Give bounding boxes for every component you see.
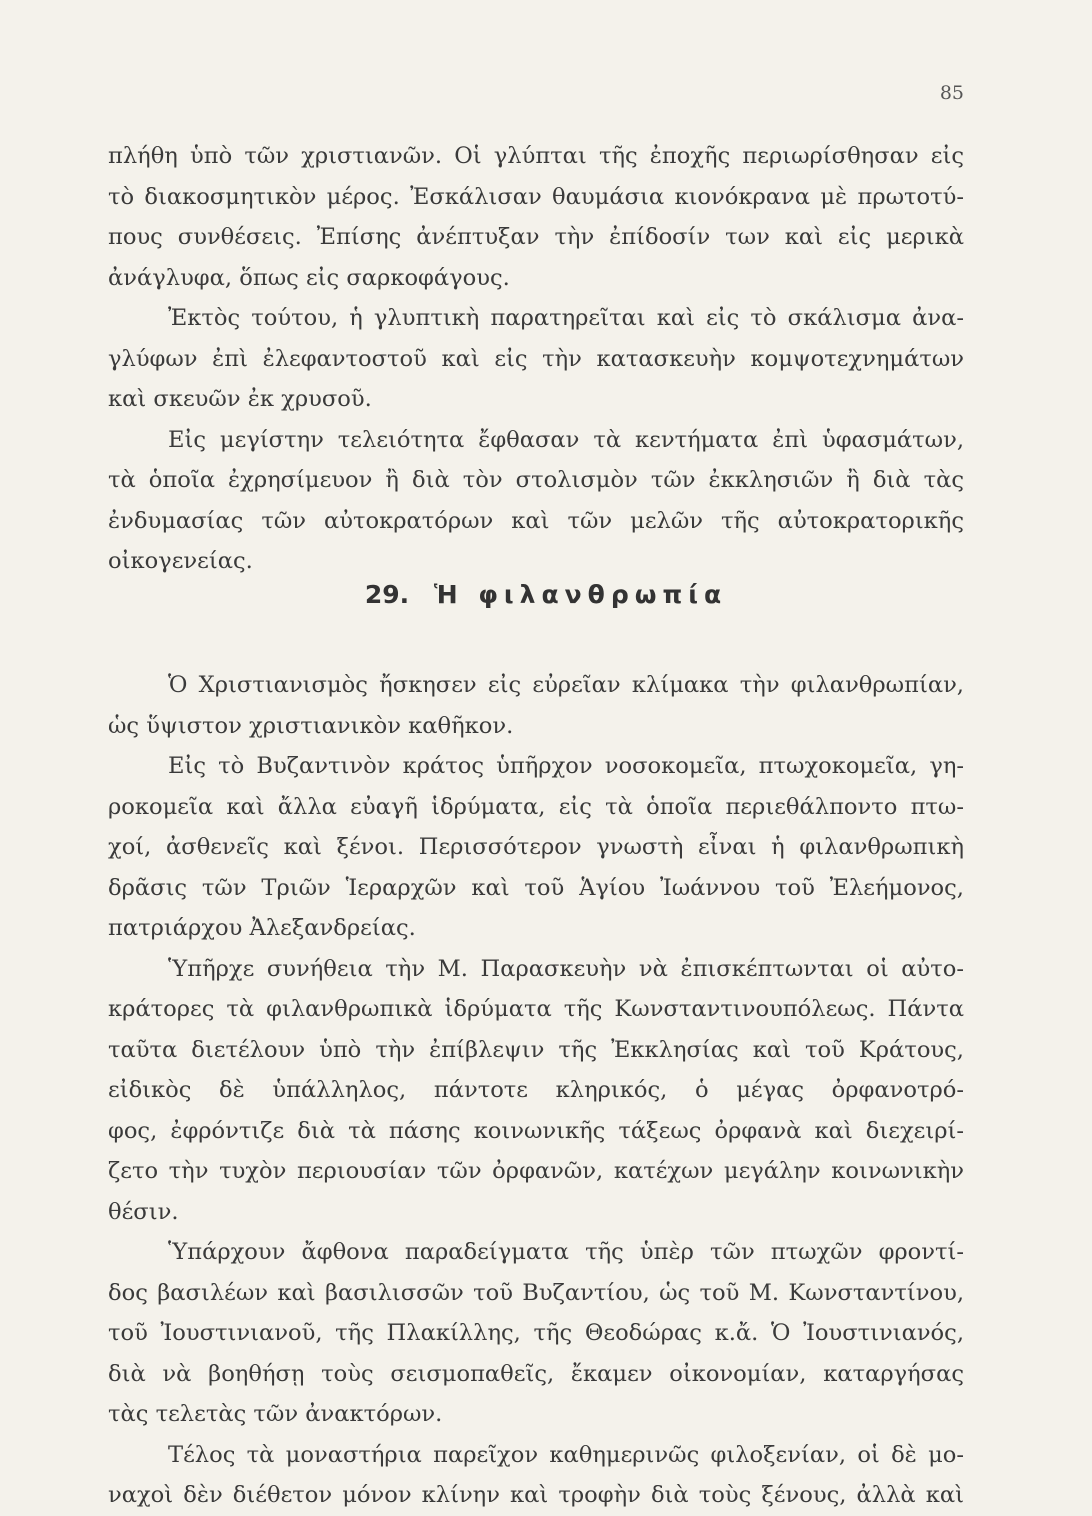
text-line: οἰκογενείας.: [108, 548, 253, 574]
text-line: ἐνδυμασίας τῶν αὐτοκρατόρων καὶ τῶν μελῶν τῆς αὐτοκρατορικῆς: [108, 507, 964, 534]
text-line: ροκομεῖα καὶ ἄλλα εὐαγῆ ἱδρύματα, εἰς τὰ ὁποῖα περιεθάλποντο πτω-: [108, 793, 964, 820]
text-after-heading: [108, 665, 964, 1516]
section-title: Ἡ φιλανθρωπία: [433, 580, 728, 609]
text-line: Τέλος τὰ μοναστήρια παρεῖχον καθημερινῶς φιλοξενίαν, οἱ δὲ μο-: [168, 1441, 964, 1468]
text-line: δος βασιλέων καὶ βασιλισσῶν τοῦ Βυζαντίου, ὡς τοῦ Μ. Κωνσταντίνου,: [108, 1279, 964, 1306]
text-line: χοί, ἀσθενεῖς καὶ ξένοι. Περισσότερον γνωστὴ εἶναι ἡ φιλανθρωπικὴ: [108, 834, 964, 860]
text-line: τὰς τελετὰς τῶν ἀνακτόρων.: [108, 1401, 443, 1427]
text-line: πλήθη ὑπὸ τῶν χριστιανῶν. Οἱ γλύπται τῆς ἐποχῆς περιωρίσθησαν εἰς: [108, 143, 964, 169]
section-heading: [0, 580, 1092, 609]
text-line: Ὑπάρχουν ἄφθονα παραδείγματα τῆς ὑπὲρ τῶν πτωχῶν φροντί-: [168, 1239, 964, 1265]
text-line: γλύφων ἐπὶ ἐλεφαντοστοῦ καὶ εἰς τὴν κατασκευὴν κομψοτεχνημάτων: [108, 345, 964, 372]
text-line: ζετο τὴν τυχὸν περιουσίαν τῶν ὀρφανῶν, κατέχων μεγάλην κοινωνικὴν: [108, 1158, 964, 1184]
text-line: κράτορες τὰ φιλανθρωπικὰ ἱδρύματα τῆς Κωνσταντινουπόλεως. Πάντα: [108, 996, 964, 1022]
text-line: πους συνθέσεις. Ἐπίσης ἀνέπτυξαν τὴν ἐπίδοσίν των καὶ εἰς μερικὰ: [108, 224, 964, 250]
text-line: θέσιν.: [108, 1198, 179, 1225]
text-line: διὰ νὰ βοηθήσῃ τοὺς σεισμοπαθεῖς, ἔκαμεν οἰκονομίαν, καταργήσας: [108, 1360, 964, 1387]
text-line: Εἰς μεγίστην τελειότητα ἔφθασαν τὰ κεντήματα ἐπὶ ὑφασμάτων,: [168, 426, 964, 453]
text-line: τοῦ Ἰουστινιανοῦ, τῆς Πλακίλλης, τῆς Θεοδώρας κ.ἄ. Ὁ Ἰουστινιανός,: [108, 1320, 964, 1346]
text-line: Εἰς τὸ Βυζαντινὸν κράτος ὑπῆρχον νοσοκομεῖα, πτωχοκομεῖα, γη-: [168, 753, 964, 779]
text-line: τὸ διακοσμητικὸν μέρος. Ἐσκάλισαν θαυμάσια κιονόκρανα μὲ πρωτοτύ-: [108, 183, 964, 210]
text-line: πατριάρχου Ἀλεξανδρείας.: [108, 915, 416, 941]
text-line: τὰ ὁποῖα ἐχρησίμευον ἢ διὰ τὸν στολισμὸν τῶν ἐκκλησιῶν ἢ διὰ τὰς: [108, 467, 964, 493]
text-line: Ὑπῆρχε συνήθεια τὴν Μ. Παρασκευὴν νὰ ἐπισκέπτωνται οἱ αὐτο-: [168, 955, 964, 982]
text-line: ταῦτα διετέλουν ὑπὸ τὴν ἐπίβλεψιν τῆς Ἐκκλησίας καὶ τοῦ Κράτους,: [108, 1036, 964, 1063]
text-before-heading: [108, 136, 964, 582]
section-number: 29.: [364, 580, 410, 609]
text-line: δρᾶσις τῶν Τριῶν Ἱεραρχῶν καὶ τοῦ Ἁγίου Ἰωάννου τοῦ Ἐλεήμονος,: [108, 874, 964, 901]
text-line: ἀνάγλυφα, ὅπως εἰς σαρκοφάγους.: [108, 264, 510, 291]
text-line: εἰδικὸς δὲ ὑπάλληλος, πάντοτε κληρικός, ὁ μέγας ὀρφανοτρό-: [108, 1077, 964, 1103]
page-number: 85: [939, 82, 964, 104]
text-line: καὶ σκευῶν ἐκ χρυσοῦ.: [108, 386, 372, 412]
text-line: Ὁ Χριστιανισμὸς ἤσκησεν εἰς εὐρεῖαν κλίμακα τὴν φιλανθρωπίαν,: [168, 672, 964, 698]
text-line: φος, ἐφρόντιζε διὰ τὰ πάσης κοινωνικῆς τάξεως ὀρφανὰ καὶ διεχειρί-: [108, 1117, 964, 1144]
text-line: ὡς ὕψιστον χριστιανικὸν καθῆκον.: [108, 712, 514, 739]
text-line: ναχοὶ δὲν διέθετον μόνον κλίνην καὶ τροφὴν διὰ τοὺς ξένους, ἀλλὰ καὶ: [108, 1482, 964, 1508]
text-line: Ἐκτὸς τούτου, ἡ γλυπτικὴ παρατηρεῖται καὶ εἰς τὸ σκάλισμα ἀνα-: [168, 305, 964, 331]
